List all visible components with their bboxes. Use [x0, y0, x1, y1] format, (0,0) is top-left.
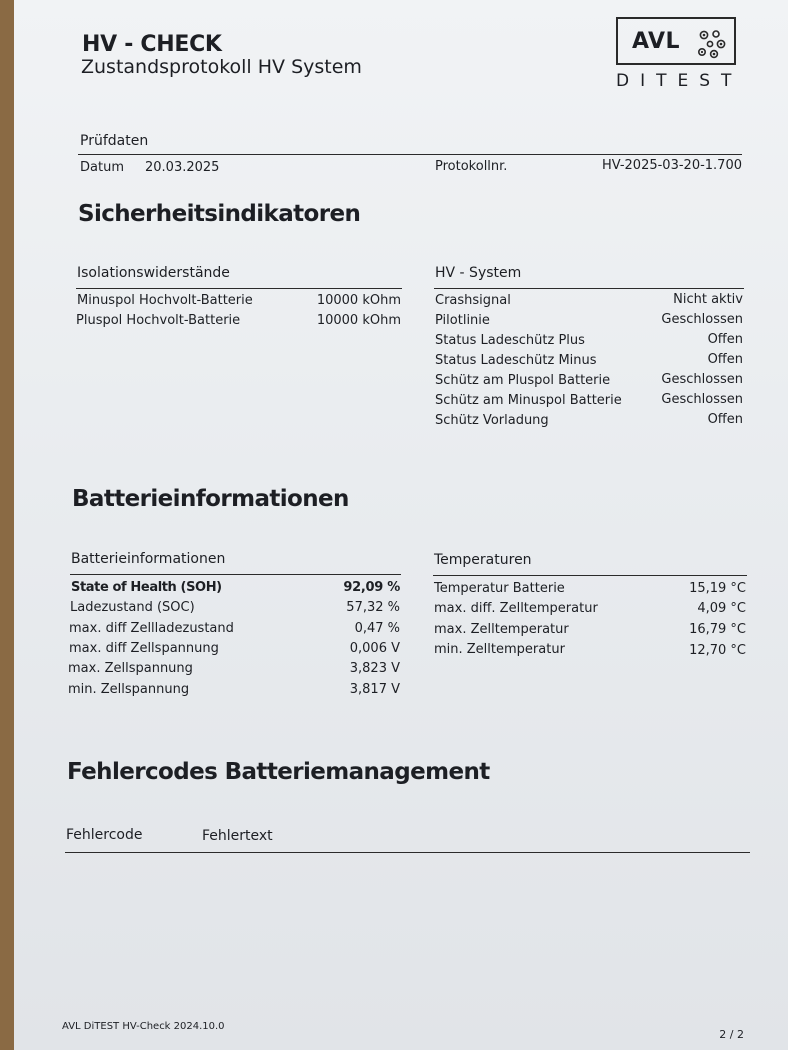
hv-system-heading: HV - System [435, 265, 522, 281]
batterie-row-value: 3,817 V [349, 682, 400, 697]
batterie-row-label: Ladezustand (SOC) [70, 600, 195, 615]
temperaturen-divider [433, 575, 747, 576]
batterie-info-divider [70, 574, 401, 575]
temperatur-row-label: max. Zelltemperatur [434, 622, 569, 637]
hv-row-value: Nicht aktiv [673, 292, 743, 307]
hv-row-label: Schütz am Minuspol Batterie [435, 393, 622, 408]
protokoll-value: HV-2025-03-20-1.700 [601, 158, 742, 173]
hv-row-label: Crashsignal [435, 293, 511, 308]
fehlercode-column-header: Fehlercode [66, 827, 143, 843]
hv-row-value: Offen [707, 332, 743, 347]
logo-frame [616, 17, 736, 65]
isolation-divider [76, 288, 402, 289]
hv-system-divider [434, 288, 744, 289]
datum-label: Datum [80, 160, 124, 175]
hv-row-value: Geschlossen [661, 392, 743, 407]
fehlercodes-heading: Fehlercodes Batteriemanagement [67, 759, 490, 785]
hv-row-value: Geschlossen [661, 372, 743, 387]
hv-row-label: Status Ladeschütz Minus [435, 353, 597, 368]
temperatur-row-value: 12,70 °C [689, 643, 746, 658]
avl-ditest-logo [616, 17, 743, 91]
hv-row-value: Offen [707, 412, 743, 427]
hv-row-label: Schütz am Pluspol Batterie [435, 373, 611, 388]
hv-row-label: Status Ladeschütz Plus [435, 333, 585, 348]
fehlertext-column-header: Fehlertext [202, 828, 273, 844]
logo-mark-icon [694, 27, 728, 61]
isolation-row-label: Pluspol Hochvolt-Batterie [76, 313, 241, 328]
batterie-row-value: 92,09 % [343, 580, 400, 595]
isolation-row-value: 10000 kOhm [316, 313, 401, 328]
document-subtitle: Zustandsprotokoll HV System [81, 56, 362, 78]
fehlercodes-divider [65, 852, 750, 853]
pruefdaten-divider [78, 154, 742, 155]
pruefdaten-heading: Prüfdaten [80, 133, 149, 149]
datum-value: 20.03.2025 [145, 160, 220, 175]
hv-row-label: Pilotlinie [435, 313, 490, 328]
isolation-row-label: Minuspol Hochvolt-Batterie [77, 293, 253, 308]
batterie-row-value: 3,823 V [349, 661, 400, 676]
isolation-heading: Isolationswiderstände [77, 265, 230, 281]
temperatur-row-value: 16,79 °C [689, 622, 746, 637]
page-number: 2 / 2 [719, 1028, 744, 1041]
batterie-heading: Batterieinformationen [72, 486, 349, 512]
isolation-row-value: 10000 kOhm [316, 293, 401, 308]
temperatur-row-value: 4,09 °C [697, 601, 746, 616]
batterie-row-value: 0,47 % [354, 621, 400, 636]
hv-row-value: Offen [707, 352, 743, 367]
batterie-row-label: max. diff Zellspannung [69, 641, 219, 656]
temperatur-row-value: 15,19 °C [689, 581, 746, 596]
batterie-row-label: State of Health (SOH) [71, 580, 222, 595]
temperatur-row-label: Temperatur Batterie [434, 581, 565, 596]
temperatur-row-label: min. Zelltemperatur [434, 642, 565, 657]
sicherheit-heading: Sicherheitsindikatoren [78, 201, 361, 227]
temperatur-row-label: max. diff. Zelltemperatur [434, 601, 598, 616]
logo-avl-text: AVL [632, 29, 681, 54]
batterie-row-value: 57,32 % [346, 600, 400, 615]
batterie-row-value: 0,006 V [349, 641, 400, 656]
batterie-row-label: max. diff Zellladezustand [69, 621, 234, 636]
hv-row-label: Schütz Vorladung [435, 413, 549, 428]
protokoll-label: Protokollnr. [435, 159, 508, 174]
batterie-info-heading: Batterieinformationen [71, 551, 226, 567]
logo-ditest-text: DITEST [616, 71, 743, 91]
footer-version: AVL DiTEST HV-Check 2024.10.0 [62, 1021, 225, 1032]
temperaturen-heading: Temperaturen [434, 552, 532, 568]
document-title: HV - CHECK [82, 32, 222, 57]
batterie-row-label: min. Zellspannung [68, 682, 190, 697]
batterie-row-label: max. Zellspannung [68, 661, 193, 676]
hv-row-value: Geschlossen [661, 312, 743, 327]
